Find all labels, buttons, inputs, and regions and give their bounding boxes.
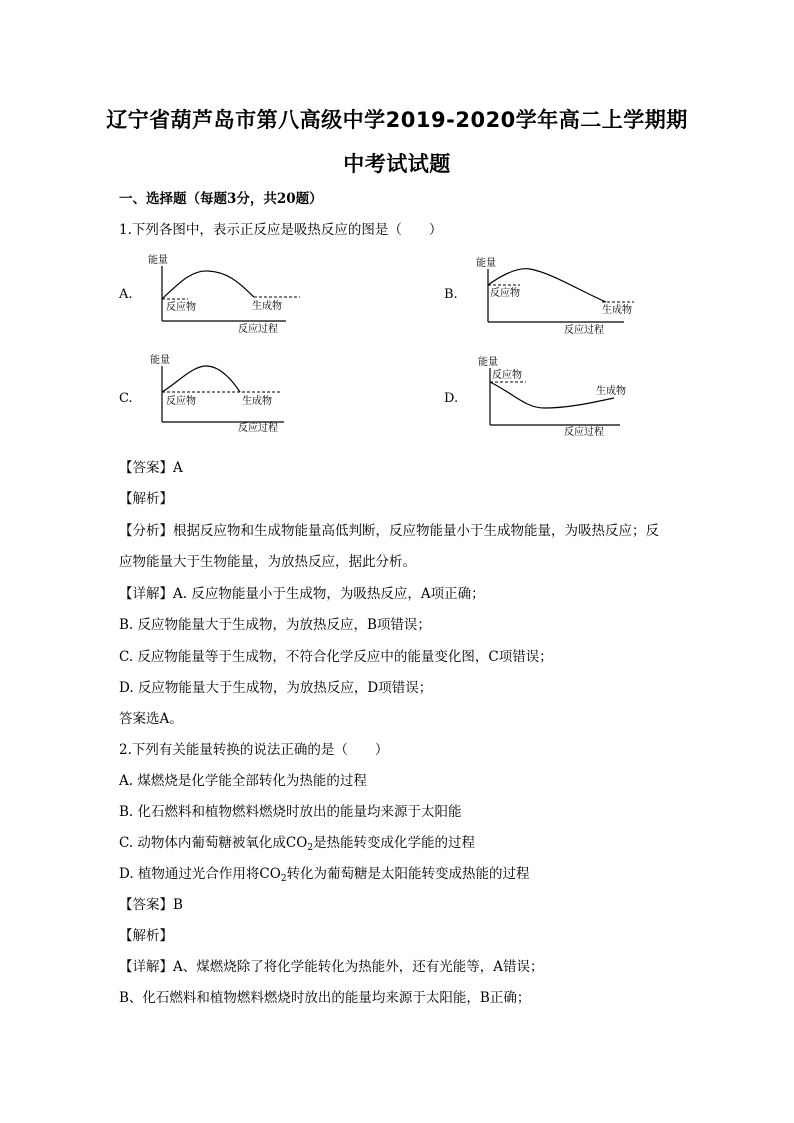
document-title-line1: 辽宁省葫芦岛市第八高级中学2019-2020学年高二上学期期 xyxy=(106,108,688,132)
q2-analysis-heading: 【解析】 xyxy=(119,928,173,944)
x-axis-label: 反应过程 xyxy=(564,325,604,336)
q1-detail-a: 【详解】A. 反应物能量小于生成物，为吸热反应，A项正确； xyxy=(119,586,485,602)
q1-analysis-line1: 【分析】根据反应物和生成物能量高低判断，反应物能量小于生成物能量，为吸热反应；反 xyxy=(119,523,659,539)
x-axis-label: 反应过程 xyxy=(238,324,278,334)
energy-diagram-d xyxy=(474,354,644,440)
reactant-label: 反应物 xyxy=(492,370,522,381)
q1-option-d-label: D. xyxy=(444,391,459,406)
q1-option-a-label: A. xyxy=(119,287,133,302)
q1-conclusion: 答案选A。 xyxy=(119,711,183,727)
q2-detail-a: 【详解】A、煤燃烧除了将化学能转化为热能外，还有光能等，A错误； xyxy=(119,959,544,975)
y-axis-label: 能量 xyxy=(148,255,168,266)
q2-detail-b: B、化石燃料和植物燃料燃烧时放出的能量均来源于太阳能，B正确； xyxy=(119,990,531,1006)
q1-detail-d: D. 反应物能量大于生成物，为放热反应，D项错误； xyxy=(119,680,433,696)
q2-option-b: B. 化石燃料和植物燃料燃烧时放出的能量均来源于太阳能 xyxy=(119,804,462,820)
section-heading: 一、选择题（每题3分，共20题） xyxy=(119,191,323,207)
y-axis-label: 能量 xyxy=(476,258,496,269)
document-title-line2: 中考试试题 xyxy=(343,152,451,176)
q2-option-d: D. 植物通过光合作用将$CO_2$转化为葡萄糖是太阳能转变成热能的过程 xyxy=(119,866,530,884)
q1-option-c-label: C. xyxy=(119,391,133,406)
q2-option-c: C. 动物体内葡萄糖被氧化成$CO_2$是热能转变成化学能的过程 xyxy=(119,835,476,853)
reactant-label: 反应物 xyxy=(490,288,520,299)
energy-diagram-a xyxy=(140,252,310,334)
q2-option-a: A. 煤燃烧是化学能全部转化为热能的过程 xyxy=(119,773,367,789)
q1-option-b-label: B. xyxy=(444,287,458,302)
q1-stem: 1.下列各图中，表示正反应是吸热反应的图是（ ） xyxy=(119,222,443,238)
q1-detail-c: C. 反应物能量等于生成物，不符合化学反应中的能量变化图，C项错误； xyxy=(119,649,553,665)
x-axis-label: 反应过程 xyxy=(238,423,278,434)
product-label: 生成物 xyxy=(252,301,282,312)
q1-analysis-line2: 应物能量大于生物能量，为放热反应，据此分析。 xyxy=(119,554,416,570)
y-axis-label: 能量 xyxy=(150,355,170,366)
product-label: 生成物 xyxy=(596,386,626,397)
energy-diagram-c xyxy=(140,352,310,438)
energy-diagram-b xyxy=(462,255,642,337)
product-label: 生成物 xyxy=(602,305,632,316)
reactant-label: 反应物 xyxy=(166,396,196,407)
y-axis-label: 能量 xyxy=(478,357,498,368)
q1-answer: 【答案】A xyxy=(119,460,183,476)
q1-analysis-heading: 【解析】 xyxy=(119,491,173,507)
product-label: 生成物 xyxy=(242,396,272,407)
q2-stem: 2.下列有关能量转换的说法正确的是（ ） xyxy=(119,742,389,758)
reactant-label: 反应物 xyxy=(166,302,196,313)
x-axis-label: 反应过程 xyxy=(564,427,604,438)
q1-detail-b: B. 反应物能量大于生成物，为放热反应，B项错误； xyxy=(119,617,431,633)
q2-answer: 【答案】B xyxy=(119,897,183,913)
